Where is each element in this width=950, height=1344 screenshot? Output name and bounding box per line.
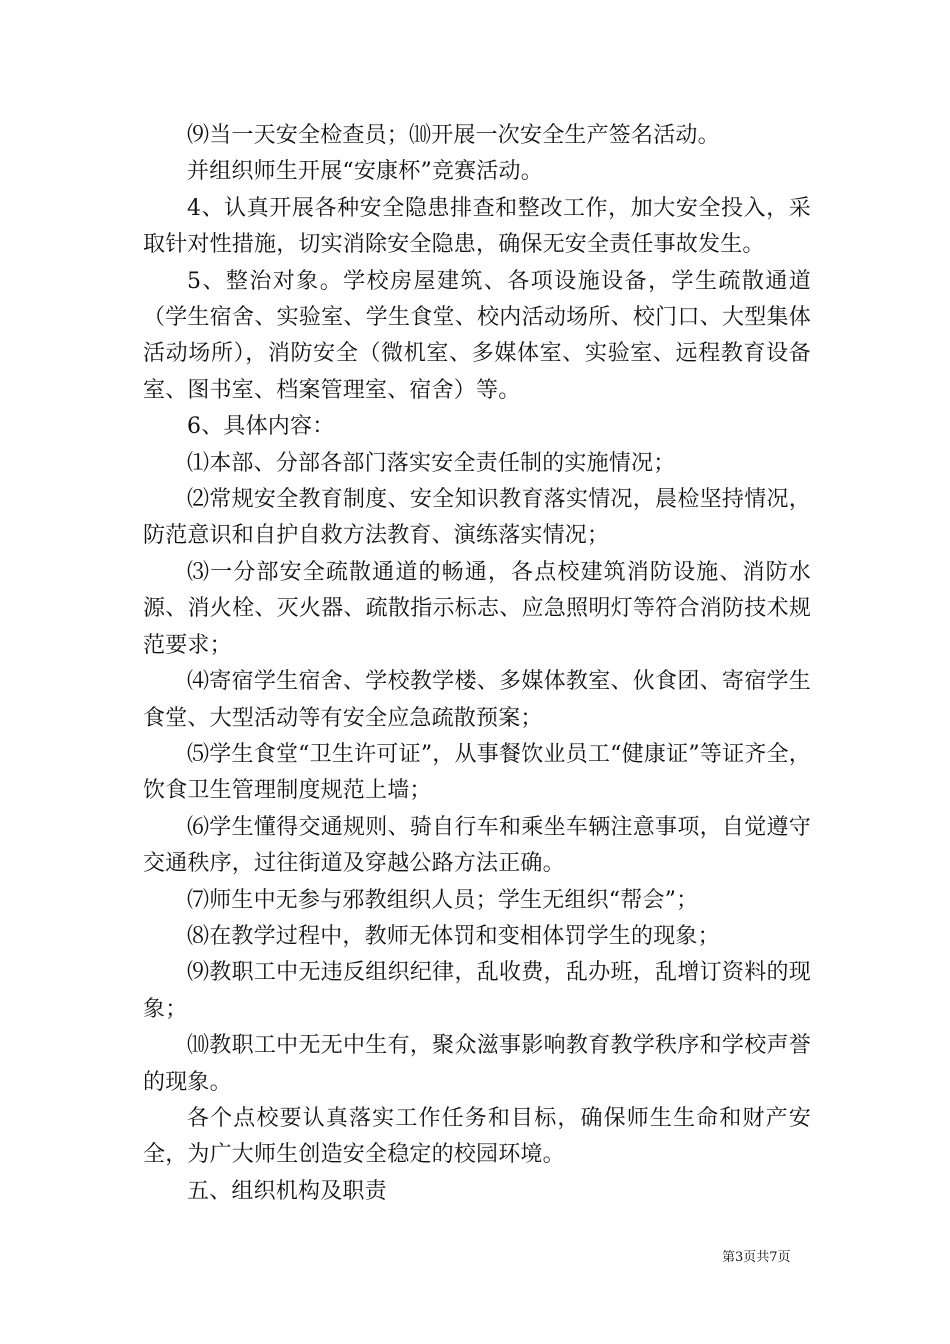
paragraph: ⑴本部、分部各部门落实安全责任制的实施情况； (187, 450, 676, 476)
page-number: 第3页共7页 (722, 1250, 791, 1265)
section-heading: 五、组织机构及职责 (187, 1178, 387, 1204)
paragraph: ⑼当一天安全检查员；⑽开展一次安全生产签名活动。 (187, 123, 720, 148)
paragraph: ⑻在教学过程中，教师无体罚和变相体罚学生的现象； (187, 923, 720, 949)
paragraph: 各个点校要认真落实工作任务和目标，确保师生生命和财产安全，为广大师生创造安全稳定的校园环境。 (143, 1105, 811, 1168)
paragraph: ⑹学生懂得交通规则、骑自行车和乘坐车辆注意事项，自觉遵守交通秩序，过往街道及穿越公路方法正确。 (143, 814, 811, 877)
document-body (143, 118, 811, 1210)
paragraph: ⑷寄宿学生宿舍、学校教学楼、多媒体教室、伙食团、寄宿学生食堂、大型活动等有安全应急疏散预案； (143, 669, 811, 731)
paragraph: 6、具体内容： (187, 414, 335, 440)
paragraph: ⑺师生中无参与邪教组织人员；学生无组织“帮会”； (187, 887, 699, 913)
paragraph: 5、整治对象。学校房屋建筑、各项设施设备，学生疏散通道（学生宿舍、实验室、学生食堂、校内活动场所、校门口、大型集体活动场所），消防安全（微机室、多媒体室、实验室、远程教育设备室、图书室、档案管理室、宿舍）等。 (143, 268, 811, 403)
paragraph: 4、认真开展各种安全隐患排查和整改工作，加大安全投入，采取针对性措施，切实消除安全隐患，确保无安全责任事故发生。 (143, 195, 811, 258)
paragraph: 并组织师生开展“安康杯”竞赛活动。 (187, 159, 543, 185)
paragraph: ⑸学生食堂“卫生许可证”，从事餐饮业员工“健康证”等证齐全，饮食卫生管理制度规范上墙； (143, 741, 811, 804)
paragraph: ⑶一分部安全疏散通道的畅通，各点校建筑消防设施、消防水源、消火栓、灭火器、疏散指示标志、应急照明灯等符合消防技术规范要求； (143, 559, 811, 658)
paragraph: ⑽教职工中无无中生有，聚众滋事影响教育教学秩序和学校声誉的现象。 (143, 1033, 811, 1095)
paragraph: ⑼教职工中无违反组织纪律，乱收费，乱办班，乱增订资料的现象； (143, 960, 811, 1022)
paragraph: ⑵常规安全教育制度、安全知识教育落实情况，晨检坚持情况，防范意识和自护自救方法教育、演练落实情况； (143, 487, 811, 549)
